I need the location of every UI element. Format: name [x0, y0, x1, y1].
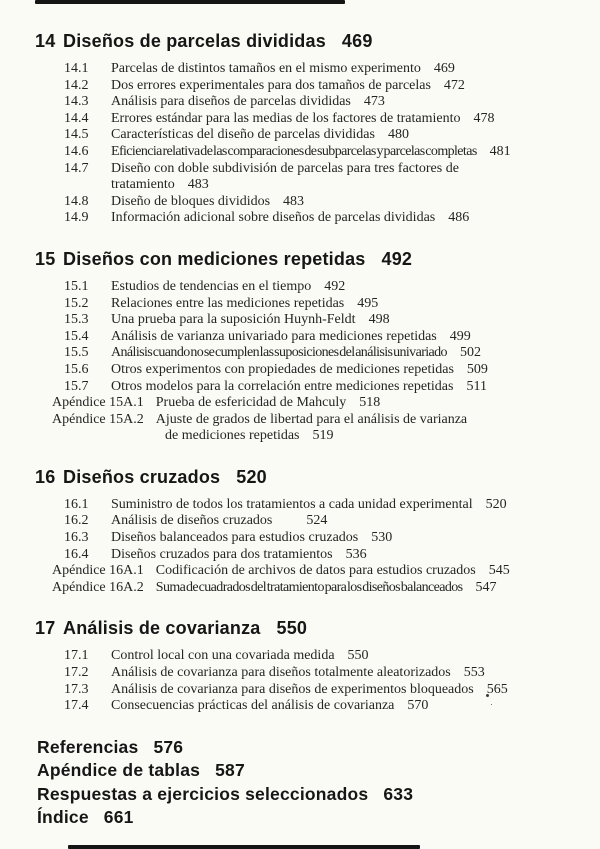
- entry-number: 16.4: [64, 546, 89, 562]
- entry-page-number: 565: [486, 681, 508, 697]
- entry-number: 15.7: [64, 378, 89, 394]
- chapter-heading: [35, 466, 575, 488]
- entry-title: Diseño de bloques divididos: [111, 193, 271, 209]
- chapter-section: [35, 248, 575, 445]
- back-matter-title: Apéndice de tablas: [37, 760, 201, 781]
- back-matter-page-number: 576: [153, 736, 184, 757]
- entry-number: 14.9: [64, 210, 89, 226]
- chapter-section: [35, 617, 575, 714]
- entry-title: Análisis de varianza univariado para mediciones repetidas: [111, 328, 437, 344]
- entry-page-number: 481: [489, 143, 511, 159]
- entry-number: 15.5: [64, 345, 89, 361]
- entry-number: 15.1: [64, 278, 89, 294]
- toc-entry: [64, 78, 575, 95]
- chapter-heading: [35, 617, 575, 639]
- chapter-entries: [52, 278, 575, 445]
- entry-title: Consecuencias prácticas del análisis de covarianza: [111, 698, 395, 714]
- toc-entry: [64, 648, 575, 665]
- chapter-title: Análisis de covarianza: [63, 618, 261, 639]
- chapter-number: 17: [35, 618, 56, 639]
- toc-entry: [64, 665, 575, 682]
- entry-title: Diseño con doble subdivisión de parcelas para tres factores de: [111, 160, 459, 176]
- entry-number: 14.2: [64, 77, 89, 93]
- entry-page-number: 524: [306, 513, 328, 529]
- toc-entry: [64, 379, 575, 396]
- entry-number: 17.1: [64, 648, 89, 664]
- chapter-page-number: 492: [381, 248, 413, 269]
- entry-title: Parcelas de distintos tamaños en el mismo experimento: [111, 61, 421, 76]
- toc-entry: [52, 563, 575, 580]
- entry-title-continued: de mediciones repetidas: [165, 428, 300, 444]
- toc-page: [35, 30, 575, 830]
- entry-title: Suministro de todos los tratamientos a cada unidad experimental: [111, 496, 473, 512]
- toc-entry-continuation: [64, 177, 575, 194]
- entry-title: Análisis cuando no se cumplen las suposiciones del análisis univariado: [111, 345, 447, 361]
- entry-number: 15.6: [64, 361, 89, 377]
- back-matter-item: [37, 806, 575, 830]
- chapter-number: 16: [35, 466, 56, 487]
- toc-entry: [64, 497, 575, 514]
- entry-number: 16.1: [64, 496, 89, 512]
- entry-page-number: 483: [283, 193, 305, 209]
- chapter-page-number: 550: [276, 618, 308, 639]
- back-matter-title: Índice: [37, 807, 89, 828]
- entry-page-number: 492: [324, 278, 346, 294]
- toc-entry: [64, 127, 575, 144]
- entry-number: 17.3: [64, 681, 89, 697]
- chapter-section: [35, 466, 575, 597]
- entry-title: Análisis de covarianza para diseños totalmente aleatorizados: [111, 665, 451, 681]
- entry-page-number: 570: [407, 698, 429, 714]
- entry-page-number: 553: [463, 665, 485, 681]
- entry-title: Otros modelos para la correlación entre mediciones repetidas: [111, 378, 454, 394]
- entry-title: Codificación de archivos de datos para estudios cruzados: [155, 563, 476, 579]
- entry-page-number: 502: [459, 345, 481, 361]
- toc-entry: [64, 329, 575, 346]
- chapter-page-number: 520: [236, 466, 267, 487]
- entry-page-number: 511: [466, 378, 487, 394]
- toc-entry: [64, 345, 575, 362]
- chapter-title: Diseños cruzados: [63, 466, 221, 487]
- entry-number: 15.3: [64, 312, 89, 328]
- entry-number: 14.7: [64, 160, 89, 176]
- entry-number: 14.8: [64, 193, 89, 209]
- toc-entry: [52, 412, 575, 429]
- toc-entry: [64, 682, 575, 699]
- appendix-label: Apéndice 16A.2: [52, 579, 144, 595]
- chapter-heading: [35, 248, 575, 270]
- appendix-label: Apéndice 16A.1: [52, 563, 144, 579]
- appendix-label: Apéndice 15A.2: [52, 411, 144, 427]
- entry-page-number: 472: [443, 77, 465, 93]
- back-matter-item: [37, 783, 575, 807]
- entry-title: Relaciones entre las mediciones repetidas: [111, 295, 345, 311]
- entry-title: Otros experimentos con propiedades de mediciones repetidas: [111, 361, 454, 377]
- entry-number: 16.2: [64, 513, 89, 529]
- toc-entry: [64, 513, 575, 530]
- toc-entry: [64, 111, 575, 128]
- toc-entry: [52, 395, 575, 412]
- back-matter-item: [37, 736, 575, 760]
- entry-number: 15.2: [64, 295, 89, 311]
- entry-title: Ajuste de grados de libertad para el análisis de varianza: [155, 411, 468, 427]
- toc-entry: [64, 362, 575, 379]
- entry-title: Análisis para diseños de parcelas divididas: [111, 94, 351, 110]
- chapter-title: Diseños con mediciones repetidas: [63, 248, 366, 269]
- entry-number: 17.2: [64, 665, 89, 681]
- scan-mark-top: [35, 0, 345, 4]
- chapter-title: Diseños de parcelas divididas: [63, 31, 326, 51]
- entry-title-continued: tratamiento: [111, 177, 175, 193]
- entry-page-number: 495: [357, 295, 379, 311]
- toc-entry: [64, 698, 575, 715]
- continuation-line: [52, 428, 575, 445]
- entry-page-number: 530: [371, 530, 393, 546]
- entry-title: Información adicional sobre diseños de parcelas divididas: [111, 210, 436, 226]
- chapter-number: 15: [35, 248, 56, 269]
- entry-title: Prueba de esfericidad de Mahculy: [155, 395, 347, 411]
- entry-title: Análisis de diseños cruzados: [111, 513, 273, 529]
- toc-entry: [64, 61, 575, 78]
- chapter-entries: [64, 61, 575, 227]
- entry-page-number: 478: [473, 110, 495, 126]
- toc-entry: [64, 144, 575, 161]
- chapter-page-number: 469: [341, 31, 373, 51]
- entry-number: 14.6: [64, 143, 89, 159]
- entry-number: 14.1: [64, 61, 89, 76]
- chapter-entries: [64, 648, 575, 714]
- entry-title: Diseños cruzados para dos tratamientos: [111, 546, 333, 562]
- entry-title: Análisis de covarianza para diseños de experimentos bloqueados: [111, 681, 474, 697]
- entry-title: Estudios de tendencias en el tiempo: [111, 278, 312, 294]
- toc-entry: [52, 580, 575, 597]
- entry-page-number: 519: [312, 428, 334, 444]
- back-matter-title: Referencias: [37, 736, 139, 757]
- entry-page-number: 483: [187, 177, 209, 193]
- chapter-number: 14: [35, 31, 56, 51]
- toc-entry-continuation: [52, 428, 575, 445]
- toc-entry: [64, 161, 575, 178]
- scan-mark-bottom: [68, 845, 420, 849]
- continuation-line: [64, 177, 575, 194]
- toc-entry: [64, 312, 575, 329]
- entry-title: Características del diseño de parcelas divididas: [111, 127, 375, 143]
- entry-title: Control local con una covariada medida: [111, 648, 335, 664]
- entry-page-number: 480: [387, 127, 409, 143]
- entry-number: 14.4: [64, 110, 89, 126]
- toc-entry: [64, 210, 575, 227]
- entry-number: 16.3: [64, 530, 89, 546]
- toc-entry: [64, 279, 575, 296]
- entry-number: 14.3: [64, 94, 89, 110]
- entry-page-number: 520: [485, 496, 507, 512]
- entry-title: Errores estándar para las medias de los factores de tratamiento: [111, 110, 461, 126]
- entry-page-number: 545: [488, 563, 510, 579]
- back-matter-title: Respuestas a ejercicios seleccionados: [37, 783, 369, 804]
- chapter-heading: [35, 30, 575, 52]
- entry-page-number: 550: [347, 648, 369, 664]
- toc-entry: [64, 547, 575, 564]
- chapter-entries: [52, 496, 575, 597]
- toc-entry: [64, 94, 575, 111]
- back-matter: [37, 736, 575, 830]
- entry-title: Diseños balanceados para estudios cruzados: [111, 530, 359, 546]
- entry-number: 15.4: [64, 328, 89, 344]
- entry-title: Dos errores experimentales para dos tamaños de parcelas: [111, 77, 431, 93]
- appendix-label: Apéndice 15A.1: [52, 395, 144, 411]
- entry-page-number: 473: [363, 94, 385, 110]
- chapter-section: [35, 30, 575, 227]
- toc-entry: [64, 296, 575, 313]
- entry-page-number: 498: [368, 312, 390, 328]
- entry-page-number: 536: [345, 546, 367, 562]
- back-matter-item: [37, 759, 575, 783]
- entry-page-number: 509: [466, 361, 488, 377]
- toc-entry: [64, 530, 575, 547]
- back-matter-page-number: 633: [383, 783, 414, 804]
- toc-entry: [64, 194, 575, 211]
- entry-title: Suma de cuadrados del tratamiento para los diseños balanceados: [155, 579, 463, 595]
- entry-page-number: 499: [449, 328, 471, 344]
- entry-page-number: 547: [475, 579, 497, 595]
- entry-title: Una prueba para la suposición Huynh-Feldt: [111, 312, 356, 328]
- entry-page-number: 486: [448, 210, 470, 226]
- back-matter-page-number: 661: [103, 807, 134, 828]
- entry-number: 17.4: [64, 698, 89, 714]
- entry-page-number: 518: [359, 395, 381, 411]
- entry-number: 14.5: [64, 127, 89, 143]
- entry-page-number: 469: [433, 61, 455, 76]
- back-matter-page-number: 587: [215, 760, 245, 781]
- entry-title: Eficiencia relativa de las comparaciones de subparcelas y parcelas completas: [111, 143, 477, 159]
